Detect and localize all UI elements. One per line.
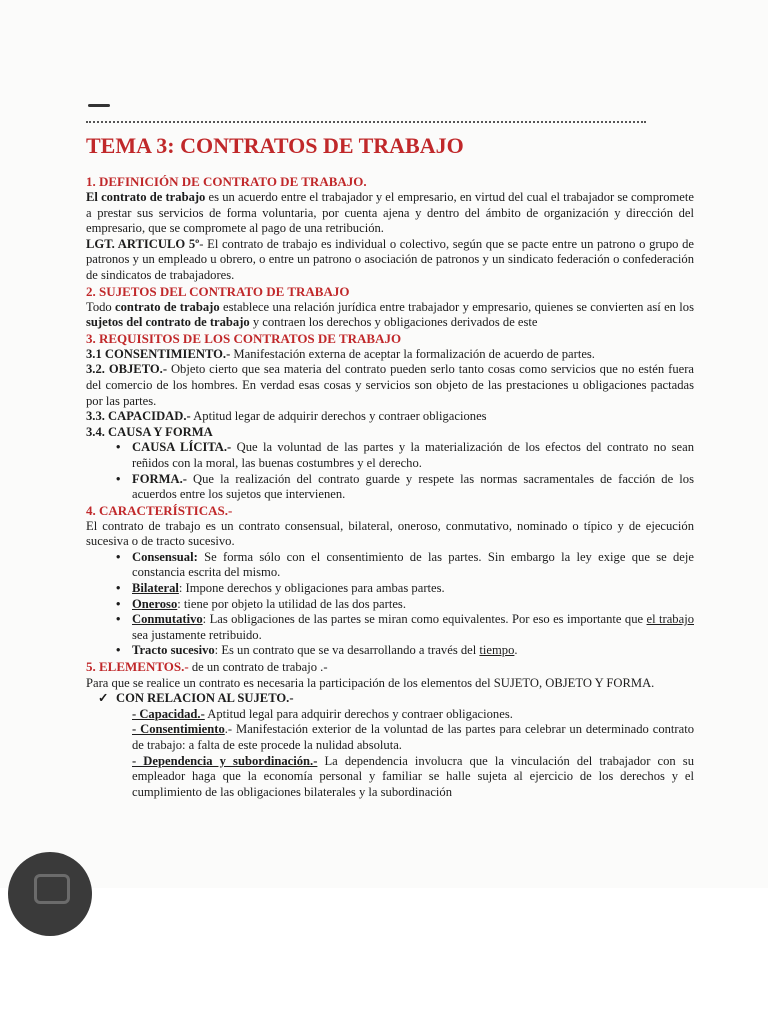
s1-p2-bold: LGT. ARTICULO 5º [86, 236, 200, 251]
i3-label: Oneroso [132, 596, 178, 611]
requisite-causa-forma [86, 425, 694, 441]
link-tiempo[interactable]: tiempo [479, 643, 515, 658]
checkmark-icon: ✓ [98, 691, 109, 706]
c1-label: - Capacidad.- [132, 706, 205, 721]
s2-text-1: Todo [86, 299, 116, 314]
camera-icon[interactable] [8, 852, 92, 936]
characteristics-list [86, 550, 694, 659]
b1-label: CAUSA LÍCITA.- [132, 440, 232, 455]
s2-bold-1: contrato de trabajo [115, 299, 220, 314]
dashed-divider [86, 121, 646, 123]
section-5-heading-rest: de un contrato de trabajo .- [188, 660, 328, 675]
sujeto-heading [98, 691, 694, 707]
c3-text: La dependencia involucra que la vinculación del trabajador con su empleador haga que la economía personal y familiar se halle sujeta al ejercicio de los derechos y el cumplimiento de las obligaciones bilaterales y la subordinación [132, 753, 694, 799]
i2-label: Bilateral [132, 581, 179, 596]
page-title: TEMA 3: CONTRATOS DE TRABAJO [86, 133, 464, 158]
section-1-paragraph-1 [86, 190, 694, 237]
r2-text: Objeto cierto que sea materia del contrato pueden serlo tanto cosas como servicios que no estén fuera del comercio de los hombres. En verdad esas cosas y servicios son objeto de las prestaciones u obligaciones pactadas por las partes. [86, 362, 694, 408]
r1-label: 3.1 CONSENTIMIENTO.- [86, 346, 231, 361]
r1-text: Manifestación externa de aceptar la formalización de acuerdo de partes. [230, 346, 595, 361]
r4-label: 3.4. CAUSA Y FORMA [86, 424, 213, 439]
section-2-heading: 2. SUJETOS DEL CONTRATO DE TRABAJO [86, 283, 350, 299]
r3-text: Aptitud legar de adquirir derechos y contraer obligaciones [190, 409, 487, 424]
section-1-heading: 1. DEFINICIÓN DE CONTRATO DE TRABAJO. [86, 174, 367, 189]
c2-label: - Consentimiento [132, 722, 225, 737]
causa-forma-list [86, 440, 694, 502]
sujeto-label: CON RELACION AL SUJETO.- [116, 691, 294, 706]
section-1-paragraph-2 [86, 237, 694, 284]
section-4-intro: El contrato de trabajo es un contrato consensual, bilateral, oneroso, conmutativo, nominado o típico y de ejecución sucesiva o de tracto sucesivo. [86, 518, 694, 549]
section-2-paragraph [86, 300, 694, 331]
i5-text-a: : Es un contrato que se va desarrollando a través del [214, 643, 480, 658]
list-item [132, 550, 694, 581]
s1-p2-text: - El contrato de trabajo es individual o colectivo, según que se pacte entre un patrono o grupo de patronos y un empleado u obrero, o entre un patrono o asociación de patronos y un sindicato federación o confederación de sindicatos de trabajadores. [86, 236, 694, 282]
i4-text-b: sea justamente retribuido. [132, 627, 262, 642]
r2-label: 3.2. OBJETO.- [86, 362, 168, 377]
sujeto-consentimiento [132, 722, 694, 753]
section-5-heading-line [86, 659, 694, 676]
c1-text: Aptitud legal para adquirir derechos y contraer obligaciones. [204, 706, 513, 721]
i3-text: : tiene por objeto la utilidad de las dos partes. [177, 596, 406, 611]
s1-p1-bold: El contrato de trabajo [86, 190, 206, 204]
b2-text: Que la realización del contrato guarde y respete las normas sacramentales de facción de los acuerdos entre los sujetos que intervienen. [132, 471, 694, 502]
i2-text: : Impone derechos y obligaciones para ambas partes. [178, 581, 445, 596]
requisite-objeto [86, 362, 694, 409]
b2-label: FORMA.- [132, 471, 187, 486]
i5-text-b: . [514, 643, 518, 658]
r3-label: 3.3. CAPACIDAD.- [86, 409, 191, 424]
i1-text: Se forma sólo con el consentimiento de las partes. Sin embargo la ley exige que se deje constancia escrita del mismo. [132, 549, 694, 580]
section-3-heading: 3. REQUISITOS DE LOS CONTRATOS DE TRABAJO [86, 330, 402, 346]
s1-p1-text: es un acuerdo entre el trabajador y el empresario, en virtud del cual el trabajador se compromete a prestar sus servicios de forma voluntaria, por cuenta ajena y dentro del ámbito de organización y dirección del empresario, que se compromete al pago de una retribución. [86, 190, 694, 236]
list-item [132, 643, 694, 659]
list-item [132, 472, 694, 503]
s2-text-2: establece una relación jurídica entre trabajador y empresario, quienes se convierten así en los [219, 299, 694, 314]
sujeto-items [116, 707, 694, 801]
b1-text: Que la voluntad de las partes y la materialización de los efectos del contrato no sean reñidos con la moral, las buenas costumbres y el derecho. [132, 440, 694, 470]
s2-text-3: y contraen los derechos y obligaciones derivados de este [249, 315, 538, 330]
sujeto-capacidad [132, 707, 694, 723]
i5-label: Tracto sucesivo [132, 643, 215, 658]
i4-label: Conmutativo [132, 612, 203, 627]
sujeto-dependencia [132, 754, 694, 801]
list-item [132, 440, 694, 471]
link-el-trabajo[interactable]: el trabajo [646, 612, 694, 627]
section-5-heading: 5. ELEMENTOS.- [86, 659, 189, 675]
c2-text: .- Manifestación exterior de la voluntad de las partes para celebrar un determinado contrato de trabajo: a falta de este procede la nulidad absoluta. [132, 722, 695, 752]
c3-label: - Dependencia y subordinación.- [132, 753, 318, 768]
section-4-heading: 4. CARACTERÍSTICAS.- [86, 502, 233, 518]
document-content [86, 128, 694, 800]
requisite-capacidad [86, 409, 694, 425]
top-mark [88, 104, 110, 107]
requisite-consentimiento [86, 347, 694, 363]
list-item [132, 597, 694, 613]
list-item [132, 612, 694, 643]
i4-text-a: : Las obligaciones de las partes se miran como equivalentes. Por eso es importante que [202, 612, 647, 627]
i1-label: Consensual: [132, 549, 198, 564]
sujeto-block [86, 691, 694, 800]
s2-bold-2: sujetos del contrato de trabajo [86, 315, 250, 330]
camera-icon-body [34, 874, 70, 904]
section-5-intro: Para que se realice un contrato es necesaria la participación de los elementos del SUJETO, OBJETO Y FORMA. [86, 675, 655, 690]
list-item [132, 581, 694, 597]
